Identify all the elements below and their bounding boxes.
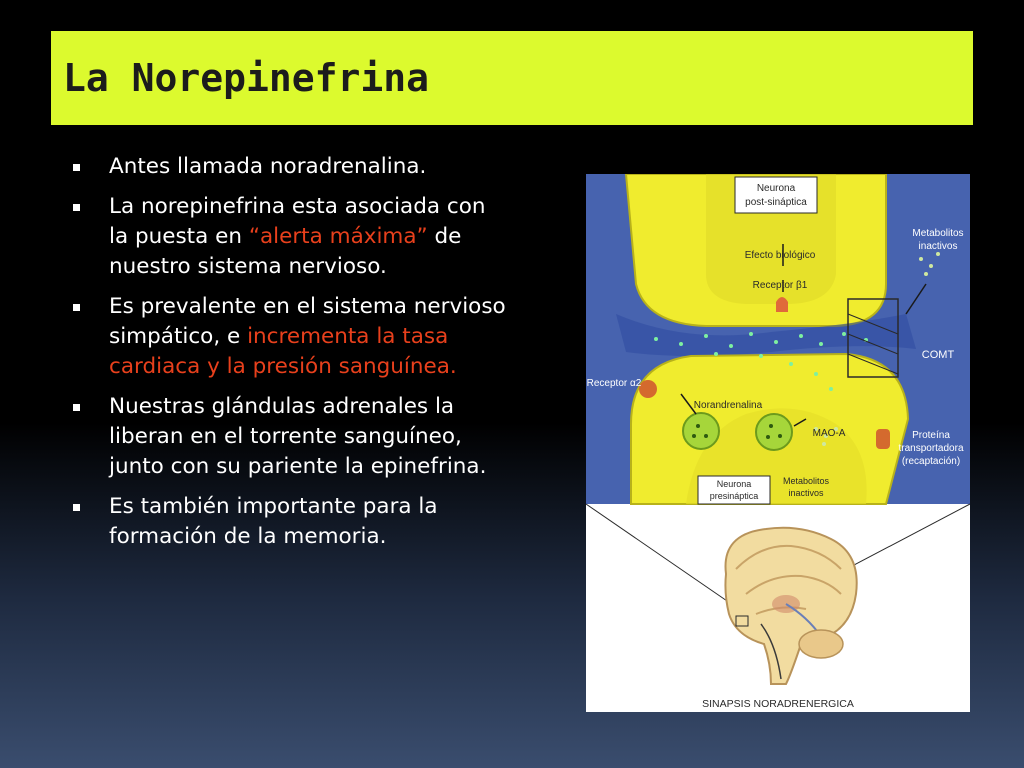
effect-label: Efecto biológico [744,250,816,261]
transporter-label: Proteína [912,430,950,441]
square-bullet-icon [73,164,80,171]
post-neuron-label: Neurona [756,183,796,194]
pre-neuron-label: Neurona [716,479,752,489]
bullet-item [70,152,510,182]
square-bullet-icon [73,304,80,311]
metabolites-bottom-label: inactivos [788,488,824,498]
metabolites-bottom-label: Metabolitos [782,476,830,486]
bullet-text: Es prevalente en el sistema nervioso simpático, e [109,294,506,349]
transporter-label: (recaptación) [901,456,961,467]
slide-title: La Norepinefrina [63,56,430,100]
square-bullet-icon [73,404,80,411]
noradrenalina-label: Norandrenalina [693,400,763,411]
vesicle [756,414,792,450]
pre-neuron-label: presináptica [709,491,759,501]
receptor-alpha2 [639,380,657,398]
metabolites-top-label: Metabolitos [912,228,964,239]
transporter-protein [876,429,890,449]
post-neuron-label: post-sináptica [745,197,807,208]
transporter-label: transportadora [898,443,964,454]
receptor-b1-label: Receptor β1 [752,280,808,291]
title-bar [51,31,973,125]
synapse-figure [586,174,970,712]
brain-illustration [725,528,856,684]
bullet-text: Antes llamada noradrenalina. [109,154,427,179]
synapse-illustration [586,174,970,712]
square-bullet-icon [73,504,80,511]
bullet-item [70,392,510,482]
bullet-highlight: incrementa la tasa cardiaca y la presión sanguínea. [109,324,457,379]
bullet-text: La norepinefrina esta asociada con la puesta en [109,194,486,249]
square-bullet-icon [73,204,80,211]
mao-label: MAO-A [812,428,846,439]
metabolites-top-label: inactivos [918,241,958,252]
bullet-item [70,292,510,382]
vesicle [683,413,719,449]
figure-caption: SINAPSIS NORADRENERGICA [702,698,854,710]
bullet-item [70,492,510,552]
bullet-text: Nuestras glándulas adrenales la liberan en el torrente sanguíneo, junto con su pariente la epinefrina. [109,394,487,479]
bullet-highlight: “alerta máxima” [248,224,428,249]
bullet-item [70,192,510,282]
bullet-text: de nuestro sistema nervioso. [109,224,462,279]
bullet-list [70,152,510,562]
bullet-text: Es también importante para la formación de la memoria. [109,494,438,549]
receptor-a2-label: Receptor α2 [586,378,642,389]
comt-label: COMT [921,349,955,361]
